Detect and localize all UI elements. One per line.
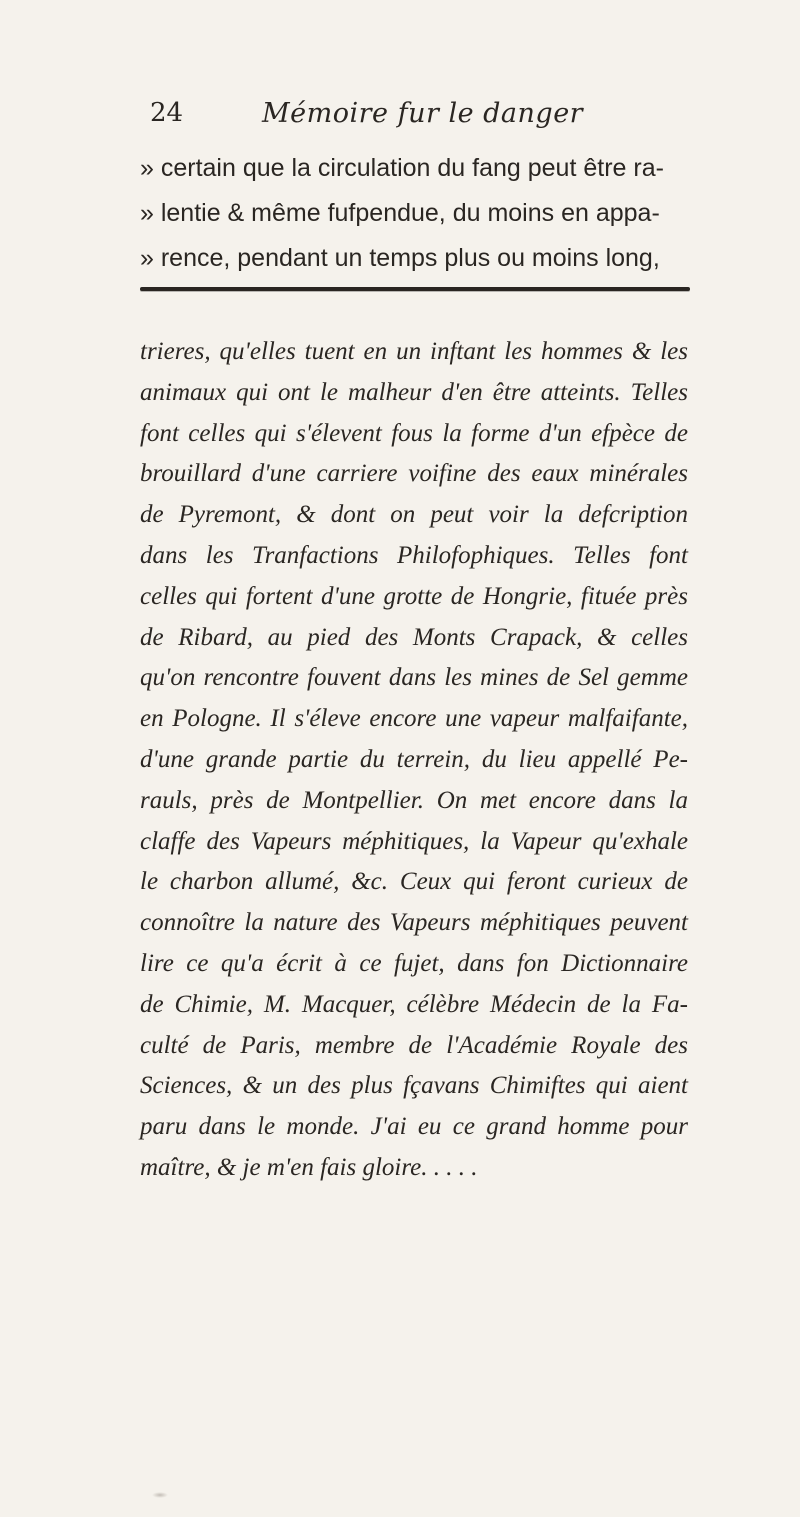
footnote — [140, 332, 688, 1189]
footnote-line: claffe des Vapeurs méphitiques, la Vapeur qu'exhale — [140, 827, 688, 855]
quoted-text — [140, 146, 680, 281]
footnote-line: de Ribard, au pied des Monts Crapack, & celles — [140, 623, 688, 651]
footnote-line: paru dans le monde. J'ai eu ce grand homme pour — [140, 1113, 688, 1141]
footnote-line: maître, & je m'en fais gloire. . . . . — [140, 1153, 478, 1181]
footnote-divider — [140, 287, 690, 291]
footnote-line: en Pologne. Il s'éleve encore une vapeur malfaifante, — [140, 705, 688, 733]
quote-line: » rence, pendant un temps plus ou moins long, — [140, 244, 660, 272]
footnote-line: de Pyremont, & dont on peut voir la defcription — [140, 501, 688, 529]
quote-line: » lentie & même fufpendue, du moins en appa- — [140, 199, 660, 227]
footnote-line: lire ce qu'a écrit à ce fujet, dans fon Dictionnaire — [140, 949, 688, 977]
running-title: Mémoire fur le danger — [262, 98, 584, 129]
footnote-line: d'une grande partie du terrein, du lieu appellé Pe- — [140, 745, 688, 773]
quote-line: » certain que la circulation du fang peut être ra- — [140, 154, 664, 182]
page-number: 24 — [150, 98, 184, 128]
footnote-line: qu'on rencontre fouvent dans les mines de Sel gemme — [140, 664, 688, 692]
footnote-line: font celles qui s'élevent fous la forme d'un efpèce de — [140, 419, 688, 447]
footnote-line: le charbon allumé, &c. Ceux qui feront curieux de — [140, 868, 688, 896]
footnote-line: celles qui fortent d'une grotte de Hongrie, fituée près — [140, 582, 688, 610]
footnote-line: Sciences, & un des plus fçavans Chimiftes qui aient — [140, 1072, 688, 1100]
footnote-line: trieres, qu'elles tuent en un inftant les hommes & les — [140, 338, 688, 365]
footnote-line: rauls, près de Montpellier. On met encore dans la — [140, 786, 688, 814]
page-header — [0, 98, 800, 138]
footnote-line: culté de Paris, membre de l'Académie Royale des — [140, 1031, 688, 1059]
footnote-line: animaux qui ont le malheur d'en être atteints. Telles — [140, 378, 688, 406]
footnote-line: brouillard d'une carriere voifine des eaux minérales — [140, 460, 688, 488]
footnote-line: dans les Tranfactions Philofophiques. Telles font — [140, 541, 688, 569]
footnote-line: de Chimie, M. Macquer, célèbre Médecin de la Fa- — [140, 990, 688, 1018]
ink-smudge — [152, 1492, 168, 1498]
footnote-line: connoître la nature des Vapeurs méphitiques peuvent — [140, 909, 688, 937]
